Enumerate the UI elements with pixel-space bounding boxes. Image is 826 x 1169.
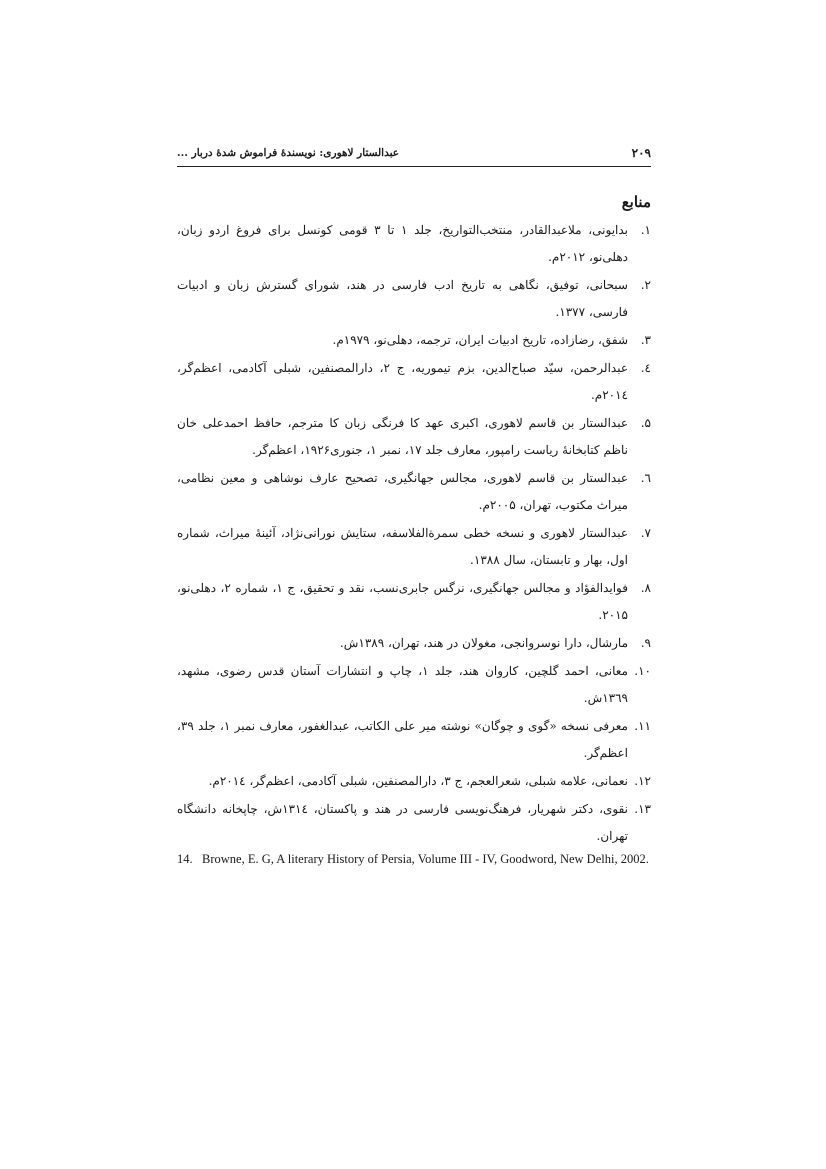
reference-number: ۱. [640,223,651,237]
reference-item [177,768,651,795]
reference-text: نقوی، دکتر شهریار، فرهنگ‌نویسی فارسی در هند و پاکستان، ۱۳۱٤ش، چاپخانه دانشگاه تهران. [177,802,628,843]
reference-number: ۱۳. [634,802,651,816]
reference-text: فوایدالفؤاد و مجالس جهانگیری، نرگس جابری‌نسب، نقد و تحقیق، ج ۱، شماره ۲، دهلی‌نو، ۲۰۱۵. [177,581,628,622]
reference-number: 14. [177,852,193,866]
reference-item [177,520,651,574]
running-header [177,140,651,167]
reference-text: سبحانی، توفیق، نگاهی به تاریخ ادب فارسی در هند، شورای گسترش زبان و ادبیات فارسی، ۱۳۷۷. [177,278,628,319]
reference-text: معانی، احمد گلچین، کاروان هند، جلد ۱، چاپ و انتشارات آستان قدس رضوی، مشهد، ۱۳٦۹ش. [177,664,628,705]
reference-text: عبدالرحمن، سیّد صباح‌الدین، بزم تیموریه، ج ۲، دارالمصنفین، شبلی آکادمی، اعظم‌گر، ۲۰۱٤م. [177,361,628,402]
reference-item [177,630,651,657]
reference-item [177,465,651,519]
reference-item [177,355,651,409]
reference-number: ۵. [640,416,651,430]
reference-text: بدایونی، ملاعبدالقادر، منتخب‌التواریخ، جلد ۱ تا ۳ قومی کونسل برای فروغ اردو زبان، دهلی‌نو، ۲۰۱۲م. [177,223,629,264]
reference-number: ۱۰. [634,664,651,678]
reference-number: ۲. [640,278,651,292]
reference-item [177,796,651,850]
reference-item [177,217,651,271]
reference-text: عبدالستار بن قاسم لاهوری، مجالس جهانگیری، تصحیح عارف نوشاهی و معین نظامی، میراث مکتوب، تهران، ۲۰۰۵م. [177,471,628,512]
reference-text: نعمانی، علامه شبلی، شعرالعجم، ج ۳، دارالمصنفین، شبلی آکادمی، اعظم‌گر، ۲۰۱٤م. [208,774,628,788]
reference-number: ۳. [640,333,651,347]
reference-item [177,575,651,629]
reference-number: ۹. [640,636,651,650]
reference-text: شفق، رضازاده، تاریخ ادبیات ایران، ترجمه، دهلی‌نو، ۱۹۷۹م. [332,333,628,347]
reference-item [177,658,651,712]
reference-text: معرفی نسخه «گوی و چوگان» نوشته میر علی الکاتب، عبدالغفور، معارف نمبر ۱، جلد ۳۹، اعظم‌گر. [177,719,628,760]
reference-number: ۱۲. [634,774,651,788]
reference-item-latin [177,848,651,870]
reference-number: ۸. [640,581,651,595]
reference-number: ۷. [640,526,651,540]
reference-number: ۱۱. [634,719,651,733]
reference-item [177,327,651,354]
reference-item [177,272,651,326]
document-page [177,140,651,871]
reference-number: ٤. [640,361,651,375]
reference-text: مارشال، دارا نوسروانجی، مغولان در هند، تهران، ۱۳۸۹ش. [339,636,628,650]
reference-item [177,410,651,464]
reference-text: عبدالستار لاهوری و نسخه خطی سمرةالفلاسفه، ستایش نورانی‌نژاد، آئینهٔ میراث، شماره اول، بهار و تابستان، سال ۱۳۸۸. [177,526,628,567]
reference-item [177,713,651,767]
reference-text: عبدالستار بن قاسم لاهوری، اکبری عهد کا فرنگی زبان کا مترجم، حافظ احمدعلی خان ناظم کتابخانهٔ ریاست رامپور، معارف جلد ۱۷، نمبر ۱، جنوری۱۹۲۶، اعظم‌گر. [177,416,628,457]
section-title: منابع [621,193,651,211]
reference-number: ٦. [640,471,651,485]
running-title: عبدالستار لاهوری: نویسندهٔ فراموش شدهٔ دربار ... [177,147,400,159]
reference-text: Browne, E. G, A literary History of Persia, Volume III - IV, Goodword, New Delhi, 2002. [202,852,649,866]
references-list [177,217,651,870]
page-number: ۲۰۹ [631,146,651,160]
